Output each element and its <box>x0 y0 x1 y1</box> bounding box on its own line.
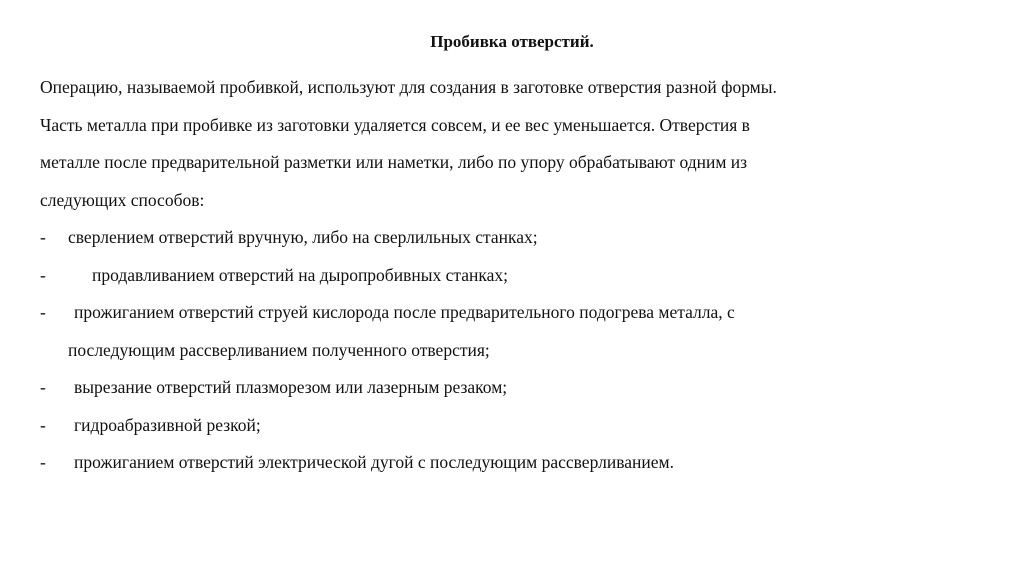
intro-line: металле после предварительной разметки или наметки, либо по упору обрабатывают одним из <box>40 152 748 172</box>
list-marker: - <box>40 414 46 435</box>
list-item <box>40 219 1000 257</box>
list-marker: - <box>40 264 46 285</box>
list-item-text: сверлением отверстий вручную, либо на сверлильных станках; <box>68 227 538 247</box>
list-item <box>40 369 1000 407</box>
intro-line: Часть металла при пробивке из заготовки удаляется совсем, и ее вес уменьшается. Отверстия в <box>40 114 750 135</box>
intro-paragraph <box>40 69 1000 219</box>
list-marker: - <box>40 302 46 322</box>
intro-line: следующих способов: <box>40 189 205 210</box>
list-item <box>40 407 1000 445</box>
list-marker: - <box>40 377 46 397</box>
list-marker: - <box>40 452 46 472</box>
list-item-text: прожиганием отверстий струей кислорода после предварительного подогрева металла, с <box>74 302 735 322</box>
list-item-text: вырезание отверстий плазморезом или лазерным резаком; <box>74 377 508 397</box>
list-item-text: гидроабразивной резкой; <box>74 414 261 435</box>
list-item-text: прожиганием отверстий электрической дугой с последующим рассверливанием. <box>74 452 674 472</box>
list-item-continuation <box>40 332 1000 370</box>
intro-line: Операцию, называемой пробивкой, используют для создания в заготовке отверстия разной формы. <box>40 77 777 97</box>
list-item <box>40 444 1000 482</box>
list-item-text: последующим рассверливанием полученного отверстия; <box>68 339 490 360</box>
list-item-text: продавливанием отверстий на дыропробивных станках; <box>92 264 508 285</box>
list-item <box>40 257 1000 295</box>
methods-list <box>40 219 1000 482</box>
list-item <box>40 294 1000 332</box>
slide-title: Пробивка отверстий. <box>430 32 594 51</box>
list-marker: - <box>40 227 46 247</box>
